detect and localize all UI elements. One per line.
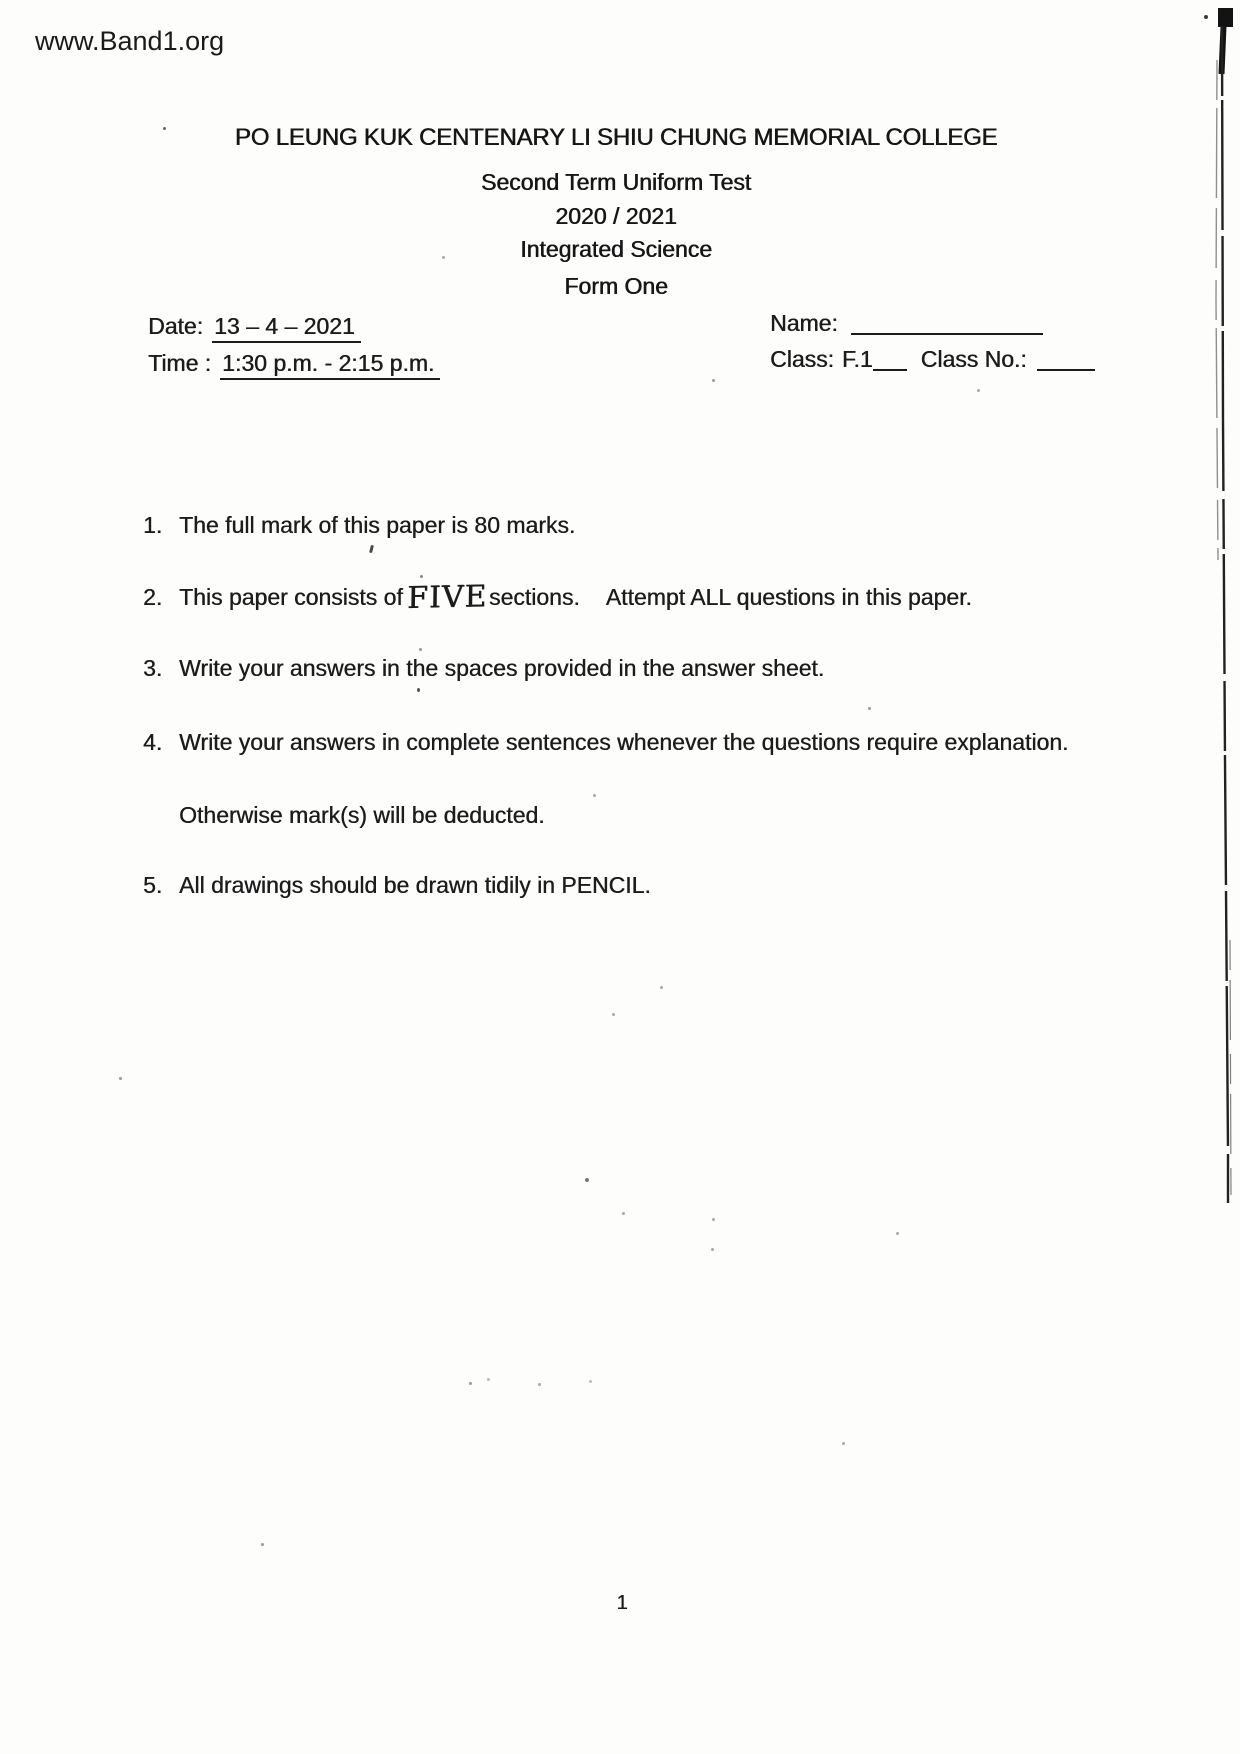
scan-speck	[261, 1543, 264, 1546]
time-row	[148, 350, 440, 377]
scan-speck	[163, 127, 166, 130]
scan-speck	[712, 379, 715, 382]
time-value: 1:30 p.m. - 2:15 p.m.	[220, 350, 440, 380]
class-no-blank-field	[1037, 369, 1095, 371]
class-row	[770, 346, 1095, 373]
scan-speck	[119, 1077, 122, 1080]
class-value: F.1	[841, 346, 873, 372]
scan-speck	[420, 575, 423, 578]
date-value: 13 – 4 – 2021	[212, 313, 361, 343]
name-label: Name:	[770, 310, 838, 336]
instruction-item-4-line2	[179, 802, 545, 829]
watermark-url: www.Band1.org	[35, 26, 225, 56]
instruction-number: 3.	[143, 655, 163, 681]
instruction-text: The full mark of this paper is 80 marks.	[179, 512, 576, 538]
class-blank-field	[873, 369, 907, 371]
date-label: Date:	[148, 313, 203, 339]
subject-name: Integrated Science	[520, 236, 712, 262]
scan-speck	[842, 1442, 845, 1445]
form-level: Form One	[564, 273, 668, 299]
scan-speck	[538, 1383, 541, 1386]
name-blank-field	[851, 333, 1043, 335]
instruction-text: Write your answers in complete sentences whenever the questions require explanation.	[179, 729, 1069, 755]
instruction-item-3	[143, 655, 824, 682]
scan-speck	[585, 1178, 589, 1182]
scan-speck	[469, 1382, 472, 1385]
name-row	[770, 310, 1043, 337]
exam-title: Second Term Uniform Test	[480, 169, 752, 195]
instruction-text-after: Attempt ALL questions in this paper.	[605, 584, 972, 610]
scan-speck	[977, 389, 980, 392]
instruction-text-before: This paper consists of	[179, 584, 403, 610]
school-year: 2020 / 2021	[555, 203, 677, 229]
date-row	[148, 313, 361, 340]
scan-speck	[612, 1013, 615, 1016]
instruction-number: 2.	[143, 584, 163, 610]
class-no-label: Class No.:	[920, 346, 1027, 372]
instruction-number: 4.	[143, 729, 163, 755]
instruction-number: 5.	[143, 872, 163, 898]
instruction-text-mid: sections.	[488, 584, 580, 610]
instruction-number: 1.	[143, 512, 163, 538]
instruction-item-1	[143, 512, 575, 539]
scan-speck	[712, 1218, 715, 1221]
scan-speck	[711, 1248, 714, 1251]
time-label: Time :	[148, 350, 212, 376]
scan-speck	[419, 648, 422, 651]
instruction-text: Otherwise mark(s) will be deducted.	[179, 802, 545, 828]
scan-speck	[896, 1232, 899, 1235]
scan-speck	[660, 986, 663, 989]
instruction-item-5	[143, 872, 651, 899]
instruction-item-4	[143, 729, 1068, 756]
scan-speck	[868, 707, 871, 710]
school-name: PO LEUNG KUK CENTENARY LI SHIU CHUNG MEMORIAL COLLEGE	[234, 124, 998, 151]
class-label: Class:	[770, 346, 834, 372]
scan-speck	[589, 1380, 592, 1383]
page-number: 1	[616, 1592, 628, 1614]
instruction-item-2	[143, 579, 972, 616]
scan-speck	[593, 794, 596, 797]
scan-speck	[622, 1212, 625, 1215]
handwritten-five: FIVE	[406, 579, 488, 616]
scan-speck	[487, 1378, 490, 1381]
instruction-text: All drawings should be drawn tidily in PENCIL.	[179, 872, 651, 898]
scan-speck	[417, 688, 420, 692]
scan-speck	[442, 256, 445, 259]
scan-speck	[369, 545, 374, 553]
instruction-text: Write your answers in the spaces provided in the answer sheet.	[179, 655, 825, 681]
